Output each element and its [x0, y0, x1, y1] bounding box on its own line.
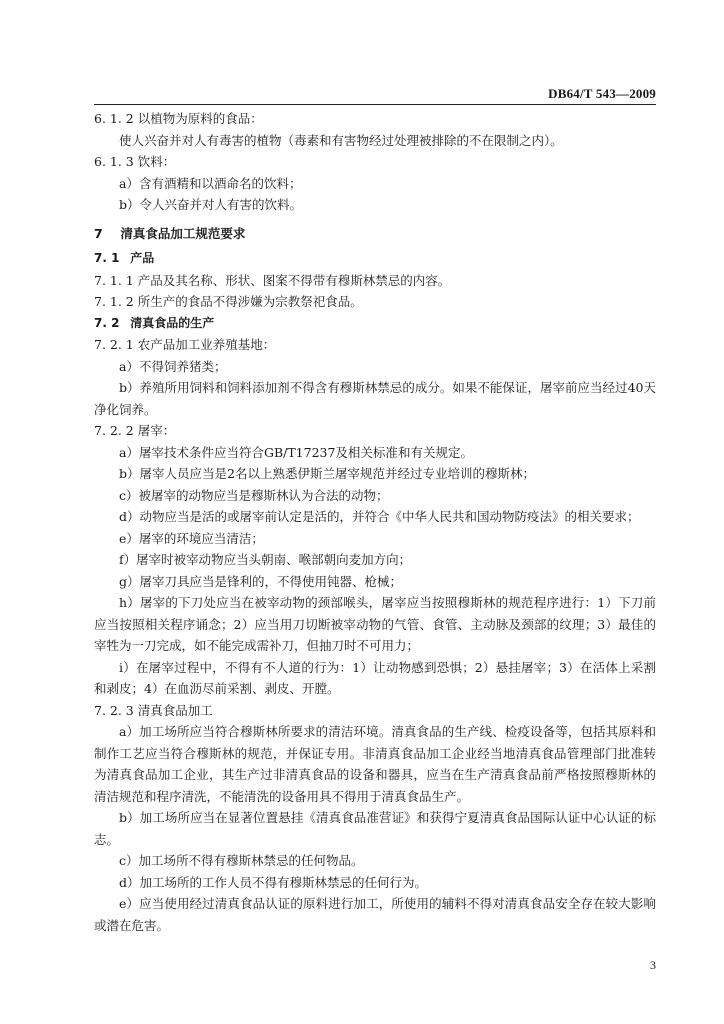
clause-number: 7. 2. 2 [94, 423, 134, 438]
list-item: a）加工场所应当符合穆斯林所要求的清洁环境。清真食品的生产线、检疫设备等，包括其原料和制作工艺应当符合穆斯林的规范，并保证专用。非清真食品加工企业经当地清真食品管理部门批准转为清真食品加工企业，其生产过非清真食品的设备和器具，应当在生产清真食品前严格按照穆斯林的清洁规范和程序清洗，不能清洗的设备用具不得用于清真食品生产。 [94, 724, 656, 804]
section-title: 产品 [130, 251, 155, 265]
list-item: d）加工场所的工作人员不得有穆斯林禁忌的任何行为。 [119, 874, 428, 890]
list-item: b）令人兴奋并对人有害的饮料。 [119, 197, 303, 212]
clause-text: 所生产的食品不得涉嫌为宗教祭祀食品。 [137, 294, 363, 309]
chapter-title: 清真食品加工规范要求 [120, 225, 246, 241]
clause-number: 7. 1. 2 [94, 294, 134, 309]
clause-title: 屠宰： [137, 423, 176, 438]
list-item: g）屠宰刀具应当是锋利的，不得使用钝器、枪械； [119, 573, 403, 589]
section-number: 7. 1 [94, 251, 120, 265]
clause-text: 产品及其名称、形状、图案不得带有穆斯林禁忌的内容。 [137, 272, 451, 288]
list-item: i）在屠宰过程中，不得有不人道的行为：1）让动物感到恐惧；2）悬挂屠宰；3）在活体上采割和剥皮；4）在血沥尽前采割、剥皮、开膛。 [94, 659, 656, 696]
clause-number: 7. 1. 1 [94, 272, 134, 288]
list-item: b）加工场所应当在显著位置悬挂《清真食品准营证》和获得宁夏清真食品国际认证中心认证的标志。 [94, 810, 656, 847]
page-number: 3 [650, 958, 656, 972]
list-item: d）动物应当是活的或屠宰前认定是活的，并符合《中华人民共和国动物防疫法》的相关要求； [119, 509, 640, 524]
list-item: e）屠宰的环境应当清洁； [119, 530, 264, 546]
list-item: h）屠宰的下刀处应当在被宰动物的颈部喉头，屠宰应当按照穆斯林的规范程序进行：1）下刀前应当按照相关程序诵念；2）应当用刀切断被宰动物的气管、食管、主动脉及颈部的纹理；3）最佳的宰牲为一刀完成，如不能完成需补刀，但抽刀时不可用力； [94, 595, 656, 653]
clause-7-2-2 [94, 420, 656, 442]
clause-title: 以植物为原料的食品： [137, 111, 263, 126]
clause-title: 清真食品加工 [137, 702, 213, 718]
standard-code: DB64/T 543—2009 [548, 86, 656, 101]
clause-number: 6. 1. 2 [94, 111, 134, 126]
clause-7-2-1 [94, 334, 656, 356]
chapter-7-heading [94, 223, 656, 245]
list-item: b）屠宰人员应当是2名以上熟悉伊斯兰屠宰规范并经过专业培训的穆斯林； [119, 466, 535, 481]
clause-6-1-2 [94, 108, 656, 130]
clause-7-1-1 [94, 270, 656, 292]
clause-7-1-2 [94, 291, 656, 313]
clause-number: 6. 1. 3 [94, 154, 134, 169]
section-7-1-heading [94, 248, 656, 270]
clause-number: 7. 2. 3 [94, 702, 134, 718]
clause-title: 农产品加工业养殖基地： [137, 337, 276, 352]
clause-number: 7. 2. 1 [94, 337, 134, 352]
clause-text: 使人兴奋并对人有毒害的植物（毒素和有害物经过处理被排除的不在限制之内）。 [119, 132, 563, 148]
list-item: a）不得饲养猪类； [119, 358, 227, 374]
list-item: f）屠宰时被宰动物应当头朝南、喉部朝向麦加方向； [119, 552, 412, 567]
header-rule [94, 104, 656, 105]
list-item: c）被屠宰的动物应当是穆斯林认为合法的动物； [119, 487, 389, 503]
list-item: a）屠宰技术条件应当符合GB/T17237及相关标准和有关规定。 [119, 444, 473, 460]
list-item: a）含有酒精和以酒命名的饮料； [119, 175, 302, 191]
clause-7-2-3 [94, 700, 656, 722]
list-item: b）养殖所用饲料和饲料添加剂不得含有穆斯林禁忌的成分。如果不能保证，屠宰前应当经过40天净化饲养。 [94, 380, 656, 417]
document-body [94, 108, 656, 936]
section-number: 7. 2 [94, 315, 120, 330]
clause-title: 饮料： [137, 154, 176, 169]
list-item: e）应当使用经过清真食品认证的原料进行加工，所使用的辅料不得对清真食品安全存在较大影响或潜在危害。 [94, 896, 656, 933]
clause-6-1-3 [94, 151, 656, 173]
chapter-number: 7 [94, 225, 103, 241]
section-7-2-heading [94, 313, 656, 335]
list-item: c）加工场所不得有穆斯林禁忌的任何物品。 [119, 853, 364, 868]
section-title: 清真食品的生产 [130, 315, 215, 330]
